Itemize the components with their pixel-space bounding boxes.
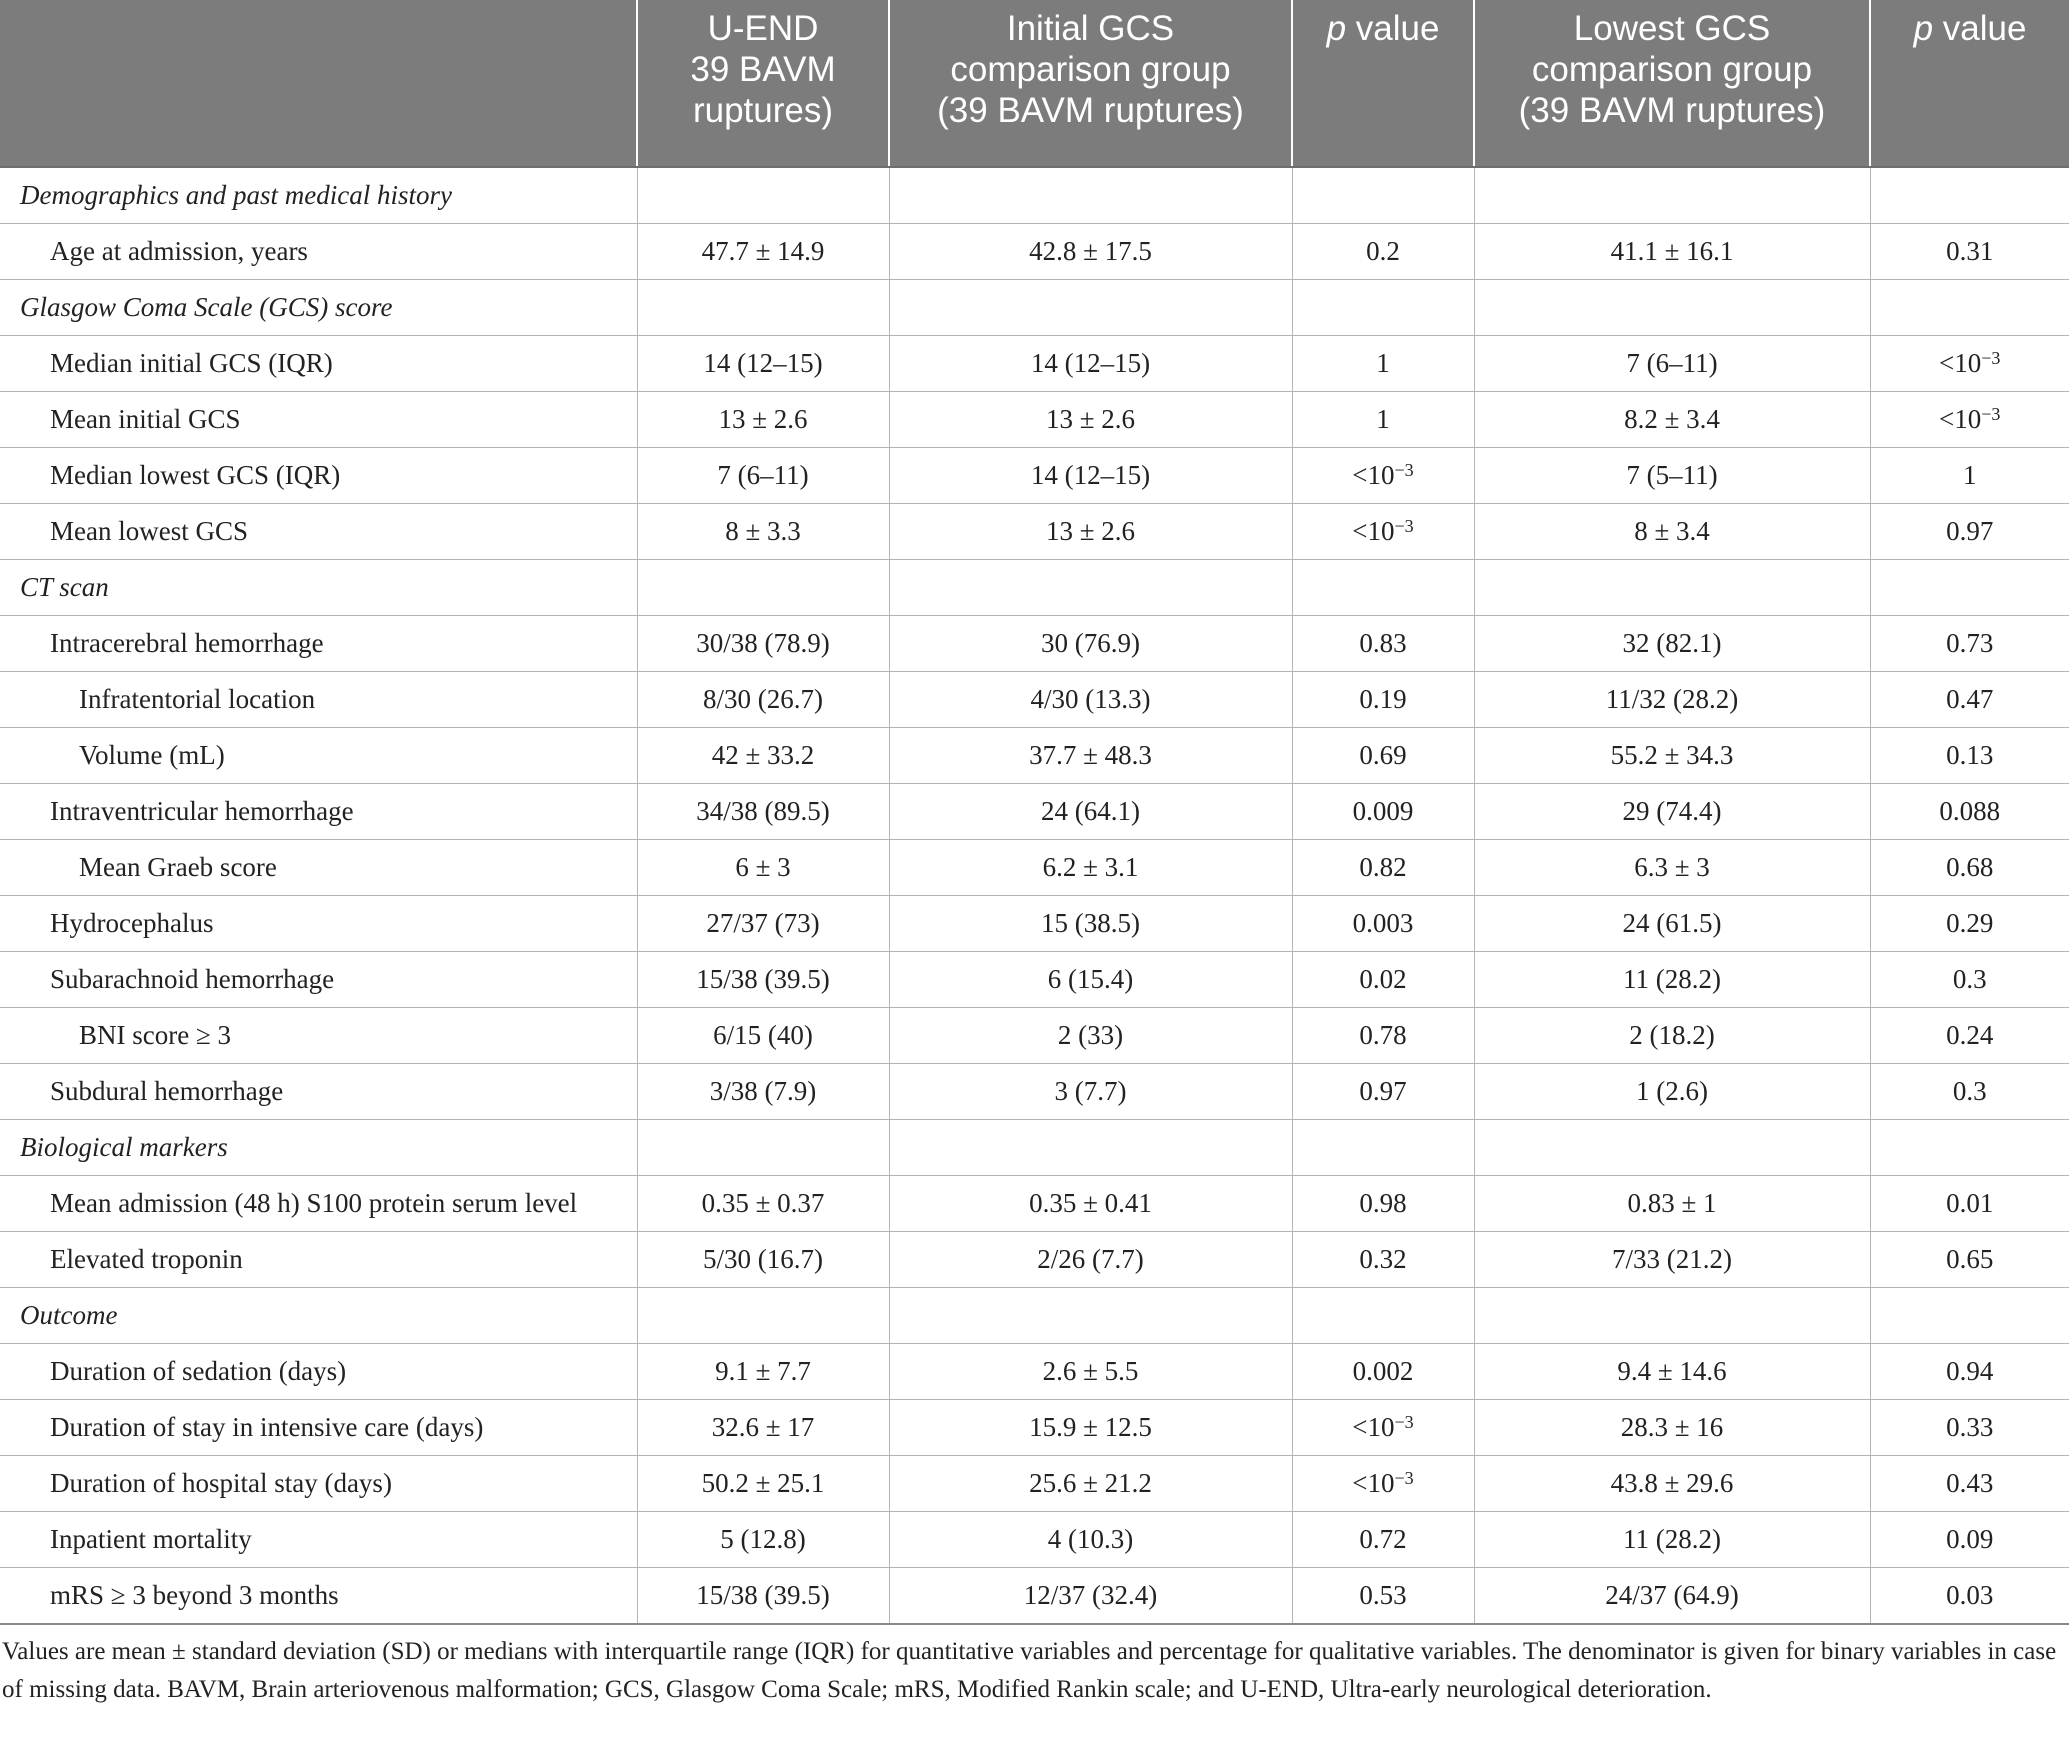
row-label: Elevated troponin [0, 1232, 637, 1288]
uend-value: 30/38 (78.9) [637, 616, 889, 672]
row-label: Duration of stay in intensive care (days) [0, 1400, 637, 1456]
table-header [0, 0, 2069, 167]
p-value-initial [1292, 1288, 1474, 1344]
header-lowest-line1: Lowest GCS [1573, 9, 1771, 48]
table-row [0, 1008, 2069, 1064]
table-row [0, 224, 2069, 280]
table-row [0, 504, 2069, 560]
row-label: BNI score ≥ 3 [0, 1008, 637, 1064]
p-value-lowest: 0.3 [1870, 1064, 2069, 1120]
lowest-gcs-value: 41.1 ± 16.1 [1474, 224, 1870, 280]
header-lowest-line2: comparison group [1531, 50, 1813, 89]
header-p-value-1 [1292, 0, 1474, 167]
section-label: Biological markers [0, 1120, 637, 1176]
p-value-initial: 0.97 [1292, 1064, 1474, 1120]
p-value-lowest: 1 [1870, 448, 2069, 504]
initial-gcs-value: 15.9 ± 12.5 [889, 1400, 1292, 1456]
initial-gcs-value: 13 ± 2.6 [889, 504, 1292, 560]
p-value-lowest [1870, 167, 2069, 224]
initial-gcs-value [889, 1288, 1292, 1344]
header-row [0, 0, 2069, 167]
section-row [0, 280, 2069, 336]
header-p-italic: p [1326, 9, 1347, 48]
table-row [0, 1568, 2069, 1625]
p-value-initial: 0.98 [1292, 1176, 1474, 1232]
p-value-initial: 0.53 [1292, 1568, 1474, 1625]
table-row [0, 672, 2069, 728]
initial-gcs-value: 15 (38.5) [889, 896, 1292, 952]
p-value-lowest [1870, 280, 2069, 336]
initial-gcs-value: 2 (33) [889, 1008, 1292, 1064]
header-initial-line1: Initial GCS [1006, 9, 1175, 48]
table-row [0, 336, 2069, 392]
header-initial-line2: comparison group [950, 50, 1231, 89]
initial-gcs-value: 6.2 ± 3.1 [889, 840, 1292, 896]
p-value-lowest: 0.24 [1870, 1008, 2069, 1064]
p-value-initial: 0.2 [1292, 224, 1474, 280]
table-row [0, 1064, 2069, 1120]
initial-gcs-value: 2/26 (7.7) [889, 1232, 1292, 1288]
p-value-initial [1292, 1400, 1474, 1456]
header-uend-line1: U-END [707, 9, 819, 48]
table-row [0, 392, 2069, 448]
p-value-lowest: 0.31 [1870, 224, 2069, 280]
p-value-initial: 0.69 [1292, 728, 1474, 784]
uend-value: 6 ± 3 [637, 840, 889, 896]
header-blank [0, 0, 637, 167]
uend-value: 8/30 (26.7) [637, 672, 889, 728]
lowest-gcs-value: 1 (2.6) [1474, 1064, 1870, 1120]
lowest-gcs-value: 7 (5–11) [1474, 448, 1870, 504]
p-value-lowest: 0.97 [1870, 504, 2069, 560]
header-p-rest: value [1346, 9, 1440, 48]
p-value-lowest: 0.47 [1870, 672, 2069, 728]
uend-value: 50.2 ± 25.1 [637, 1456, 889, 1512]
table-footnote: Values are mean ± standard deviation (SD) or medians with interquartile range (IQR) for quantitative variables and percentage for qualitative variables. The denominator is given for binary variables in case of missing data. BAVM, Brain arteriovenous malformation; GCS, Glasgow Coma Scale; mRS, Modified Rankin scale; and U-END, Ultra-early neurological deterioration. [2, 1638, 2057, 1703]
uend-value: 15/38 (39.5) [637, 1568, 889, 1625]
p-value-lowest: 0.43 [1870, 1456, 2069, 1512]
header-initial-gcs [889, 0, 1292, 167]
lowest-gcs-value: 0.83 ± 1 [1474, 1176, 1870, 1232]
lowest-gcs-value: 55.2 ± 34.3 [1474, 728, 1870, 784]
lowest-gcs-value [1474, 1288, 1870, 1344]
initial-gcs-value: 6 (15.4) [889, 952, 1292, 1008]
p-value-lowest [1870, 392, 2069, 448]
table-body [0, 167, 2069, 1624]
value-exponent: −3 [1394, 1468, 1414, 1488]
p-value-initial: 1 [1292, 392, 1474, 448]
value-exponent: −3 [1981, 404, 2001, 424]
uend-value [637, 1288, 889, 1344]
row-label: Duration of sedation (days) [0, 1344, 637, 1400]
lowest-gcs-value: 32 (82.1) [1474, 616, 1870, 672]
header-uend-line2: 39 BAVM [690, 50, 836, 89]
p-value-lowest: 0.3 [1870, 952, 2069, 1008]
uend-value: 5 (12.8) [637, 1512, 889, 1568]
table-row [0, 1176, 2069, 1232]
initial-gcs-value: 2.6 ± 5.5 [889, 1344, 1292, 1400]
p-value-initial [1292, 504, 1474, 560]
p-value-lowest: 0.13 [1870, 728, 2069, 784]
section-row [0, 167, 2069, 224]
value-base: <10 [1352, 1468, 1395, 1498]
table-row [0, 1232, 2069, 1288]
lowest-gcs-value [1474, 167, 1870, 224]
row-label: Intraventricular hemorrhage [0, 784, 637, 840]
uend-value: 14 (12–15) [637, 336, 889, 392]
uend-value [637, 1120, 889, 1176]
initial-gcs-value: 3 (7.7) [889, 1064, 1292, 1120]
section-label: Glasgow Coma Scale (GCS) score [0, 280, 637, 336]
lowest-gcs-value: 24/37 (64.9) [1474, 1568, 1870, 1625]
uend-value: 5/30 (16.7) [637, 1232, 889, 1288]
initial-gcs-value: 0.35 ± 0.41 [889, 1176, 1292, 1232]
p-value-initial [1292, 167, 1474, 224]
p-value-initial: 0.02 [1292, 952, 1474, 1008]
p-value-lowest: 0.03 [1870, 1568, 2069, 1625]
row-label: mRS ≥ 3 beyond 3 months [0, 1568, 637, 1625]
table-row [0, 784, 2069, 840]
p-value-lowest: 0.65 [1870, 1232, 2069, 1288]
p-value-initial: 0.32 [1292, 1232, 1474, 1288]
header-lowest-gcs [1474, 0, 1870, 167]
initial-gcs-value: 37.7 ± 48.3 [889, 728, 1292, 784]
table-row [0, 1456, 2069, 1512]
row-label: Intracerebral hemorrhage [0, 616, 637, 672]
p-value-initial: 0.003 [1292, 896, 1474, 952]
lowest-gcs-value: 11 (28.2) [1474, 952, 1870, 1008]
value-base: <10 [1352, 1412, 1395, 1442]
initial-gcs-value [889, 1120, 1292, 1176]
initial-gcs-value: 4/30 (13.3) [889, 672, 1292, 728]
header-lowest-line3: (39 BAVM ruptures) [1518, 91, 1826, 130]
lowest-gcs-value: 28.3 ± 16 [1474, 1400, 1870, 1456]
lowest-gcs-value [1474, 560, 1870, 616]
uend-value [637, 280, 889, 336]
section-label: Demographics and past medical history [0, 167, 637, 224]
table-row [0, 896, 2069, 952]
table-row [0, 840, 2069, 896]
uend-value: 6/15 (40) [637, 1008, 889, 1064]
header-uend [637, 0, 889, 167]
uend-value: 15/38 (39.5) [637, 952, 889, 1008]
value-exponent: −3 [1394, 516, 1414, 536]
header-p-rest: value [1933, 9, 2027, 48]
p-value-lowest: 0.33 [1870, 1400, 2069, 1456]
row-label: Mean Graeb score [0, 840, 637, 896]
p-value-lowest [1870, 1288, 2069, 1344]
p-value-lowest: 0.09 [1870, 1512, 2069, 1568]
initial-gcs-value [889, 280, 1292, 336]
value-base: <10 [1939, 404, 1982, 434]
lowest-gcs-value: 9.4 ± 14.6 [1474, 1344, 1870, 1400]
initial-gcs-value: 42.8 ± 17.5 [889, 224, 1292, 280]
row-label: Median lowest GCS (IQR) [0, 448, 637, 504]
uend-value [637, 167, 889, 224]
lowest-gcs-value: 8.2 ± 3.4 [1474, 392, 1870, 448]
p-value-initial: 0.002 [1292, 1344, 1474, 1400]
header-uend-line3: ruptures) [692, 91, 834, 130]
uend-value: 13 ± 2.6 [637, 392, 889, 448]
p-value-initial [1292, 280, 1474, 336]
section-row [0, 1120, 2069, 1176]
p-value-initial: 0.72 [1292, 1512, 1474, 1568]
uend-value [637, 560, 889, 616]
row-label: Hydrocephalus [0, 896, 637, 952]
row-label: Volume (mL) [0, 728, 637, 784]
section-row [0, 560, 2069, 616]
p-value-lowest [1870, 1120, 2069, 1176]
table-row [0, 616, 2069, 672]
uend-value: 32.6 ± 17 [637, 1400, 889, 1456]
p-value-initial: 0.83 [1292, 616, 1474, 672]
p-value-initial [1292, 1120, 1474, 1176]
lowest-gcs-value: 24 (61.5) [1474, 896, 1870, 952]
initial-gcs-value: 13 ± 2.6 [889, 392, 1292, 448]
value-base: <10 [1352, 516, 1395, 546]
lowest-gcs-value: 7/33 (21.2) [1474, 1232, 1870, 1288]
p-value-initial [1292, 448, 1474, 504]
value-exponent: −3 [1394, 460, 1414, 480]
lowest-gcs-value [1474, 1120, 1870, 1176]
header-p-value-2 [1870, 0, 2069, 167]
section-label: Outcome [0, 1288, 637, 1344]
value-base: <10 [1352, 460, 1395, 490]
uend-value: 8 ± 3.3 [637, 504, 889, 560]
table-row [0, 1400, 2069, 1456]
initial-gcs-value: 14 (12–15) [889, 448, 1292, 504]
p-value-initial: 0.78 [1292, 1008, 1474, 1064]
section-label: CT scan [0, 560, 637, 616]
p-value-lowest: 0.088 [1870, 784, 2069, 840]
initial-gcs-value [889, 167, 1292, 224]
p-value-initial: 1 [1292, 336, 1474, 392]
initial-gcs-value: 14 (12–15) [889, 336, 1292, 392]
value-base: <10 [1939, 348, 1982, 378]
table-row [0, 728, 2069, 784]
header-initial-line3: (39 BAVM ruptures) [937, 91, 1244, 130]
row-label: Infratentorial location [0, 672, 637, 728]
initial-gcs-value: 25.6 ± 21.2 [889, 1456, 1292, 1512]
p-value-initial: 0.82 [1292, 840, 1474, 896]
lowest-gcs-value [1474, 280, 1870, 336]
p-value-lowest: 0.94 [1870, 1344, 2069, 1400]
initial-gcs-value [889, 560, 1292, 616]
row-label: Mean initial GCS [0, 392, 637, 448]
lowest-gcs-value: 7 (6–11) [1474, 336, 1870, 392]
row-label: Duration of hospital stay (days) [0, 1456, 637, 1512]
uend-value: 0.35 ± 0.37 [637, 1176, 889, 1232]
initial-gcs-value: 24 (64.1) [889, 784, 1292, 840]
p-value-lowest [1870, 560, 2069, 616]
uend-value: 34/38 (89.5) [637, 784, 889, 840]
p-value-lowest: 0.29 [1870, 896, 2069, 952]
initial-gcs-value: 4 (10.3) [889, 1512, 1292, 1568]
table-row [0, 952, 2069, 1008]
row-label: Subdural hemorrhage [0, 1064, 637, 1120]
value-exponent: −3 [1981, 348, 2001, 368]
table-row [0, 1344, 2069, 1400]
initial-gcs-value: 30 (76.9) [889, 616, 1292, 672]
p-value-lowest: 0.73 [1870, 616, 2069, 672]
lowest-gcs-value: 2 (18.2) [1474, 1008, 1870, 1064]
uend-value: 42 ± 33.2 [637, 728, 889, 784]
row-label: Age at admission, years [0, 224, 637, 280]
uend-value: 7 (6–11) [637, 448, 889, 504]
lowest-gcs-value: 8 ± 3.4 [1474, 504, 1870, 560]
p-value-initial [1292, 1456, 1474, 1512]
row-label: Mean lowest GCS [0, 504, 637, 560]
uend-value: 47.7 ± 14.9 [637, 224, 889, 280]
header-p-italic: p [1913, 9, 1934, 48]
lowest-gcs-value: 6.3 ± 3 [1474, 840, 1870, 896]
p-value-initial: 0.009 [1292, 784, 1474, 840]
initial-gcs-value: 12/37 (32.4) [889, 1568, 1292, 1625]
row-label: Subarachnoid hemorrhage [0, 952, 637, 1008]
lowest-gcs-value: 11 (28.2) [1474, 1512, 1870, 1568]
p-value-lowest [1870, 336, 2069, 392]
table-row [0, 448, 2069, 504]
row-label: Inpatient mortality [0, 1512, 637, 1568]
uend-value: 27/37 (73) [637, 896, 889, 952]
p-value-initial: 0.19 [1292, 672, 1474, 728]
row-label: Mean admission (48 h) S100 protein serum level [0, 1176, 637, 1232]
lowest-gcs-value: 29 (74.4) [1474, 784, 1870, 840]
uend-value: 3/38 (7.9) [637, 1064, 889, 1120]
p-value-lowest: 0.68 [1870, 840, 2069, 896]
value-exponent: −3 [1394, 1412, 1414, 1432]
uend-value: 9.1 ± 7.7 [637, 1344, 889, 1400]
p-value-initial [1292, 560, 1474, 616]
section-row [0, 1288, 2069, 1344]
table-row [0, 1512, 2069, 1568]
row-label: Median initial GCS (IQR) [0, 336, 637, 392]
p-value-lowest: 0.01 [1870, 1176, 2069, 1232]
lowest-gcs-value: 43.8 ± 29.6 [1474, 1456, 1870, 1512]
lowest-gcs-value: 11/32 (28.2) [1474, 672, 1870, 728]
